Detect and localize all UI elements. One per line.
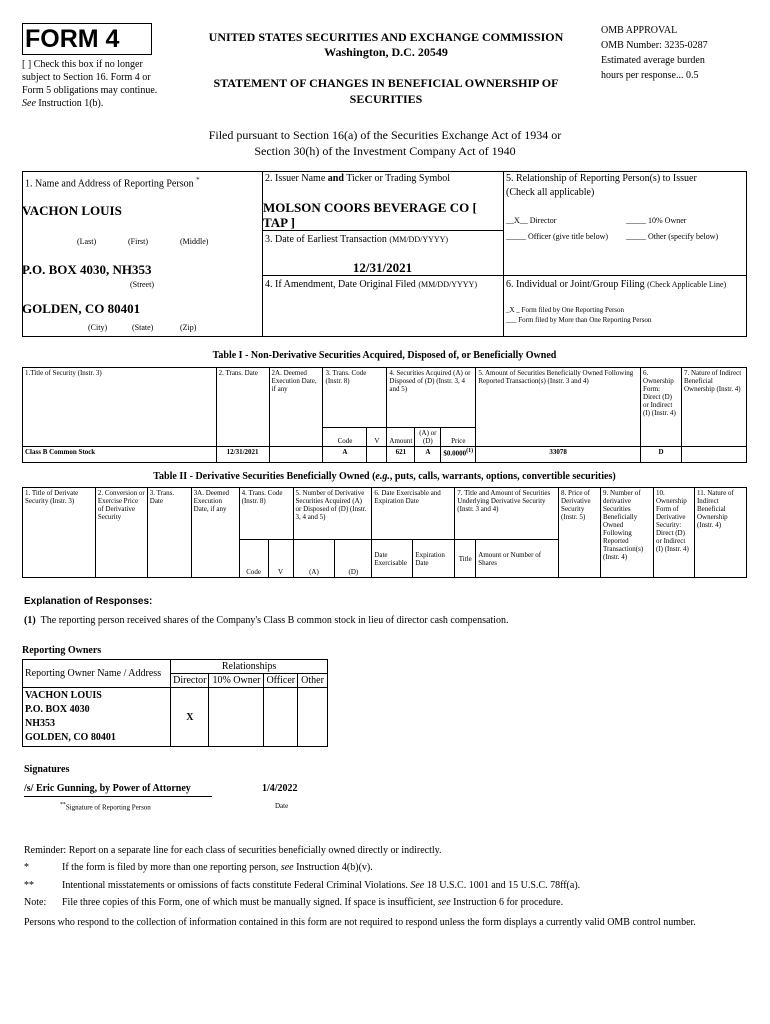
t2-h3: 3. Trans. Date: [147, 488, 191, 578]
t1-row-price: $0.0000: [443, 449, 467, 458]
box6-label-small: (Check Applicable Line): [647, 280, 727, 289]
city-value: GOLDEN, CO 80401: [22, 301, 141, 316]
state-label: (State): [132, 323, 154, 332]
t2-h4: 4. Trans. Code (Instr. 8): [239, 488, 293, 540]
street-value: P.O. BOX 4030, NH353: [22, 262, 152, 277]
check-box-text: [22, 58, 172, 110]
last-label: (Last): [77, 237, 97, 246]
filed-pursuant-2: Section 30(h) of the Investment Company Act of 1940: [254, 144, 516, 158]
t1-h2: 2. Trans. Date: [216, 368, 269, 447]
t1-row-date: 12/31/2021: [216, 447, 269, 463]
t2-sub-code: Code: [239, 540, 268, 578]
owners-col-ten: 10% Owner: [209, 674, 264, 688]
statement-title: STATEMENT OF CHANGES IN BENEFICIAL OWNERSHIP OF SECURITIES: [213, 76, 559, 106]
owners-relationships: Relationships: [171, 660, 328, 674]
box1-label-mark: *: [196, 176, 200, 184]
reporting-person-name: VACHON LOUIS: [22, 203, 122, 218]
omb-hours: hours per response... 0.5: [601, 70, 699, 81]
date-label: Date: [275, 802, 289, 810]
box6-label-text: 6. Individual or Joint/Group Filing: [506, 279, 645, 290]
box4-label-text: 4. If Amendment, Date Original Filed: [265, 279, 416, 290]
persons-notice: Persons who respond to the collection of information contained in this form are not required to respond unless the form displays a currently valid OMB control number.: [24, 917, 696, 928]
t1-sub-price: Price: [441, 428, 476, 447]
t2-sub-exp: Expiration Date: [413, 540, 455, 578]
t1-h6: 6. Ownership Form: Direct (D) or Indirect (I) (Instr. 4): [641, 368, 682, 447]
owners-col-other: Other: [298, 674, 328, 688]
table2-title-b: , puts, calls, warrants, options, convertible securities): [389, 471, 616, 482]
omb-burden: Estimated average burden: [601, 55, 705, 66]
form-title: FORM 4: [25, 25, 120, 53]
owners-address: [23, 688, 171, 747]
explanation-note: [24, 615, 508, 626]
t2-h5: 5. Number of Derivative Securities Acquired (A) or Disposed of (D) (Instr. 3, 4 and 5): [293, 488, 372, 540]
owners-officer-cell: [264, 688, 298, 747]
owners-table: [22, 659, 328, 747]
star2-text-a: Intentional misstatements or omissions of facts constitute Federal Criminal Violations.: [62, 880, 408, 891]
star1-text-a: If the form is filed by more than one reporting person,: [62, 862, 279, 873]
t1-sub-amount: Amount: [387, 428, 415, 447]
t1-sub-v: V: [367, 428, 387, 447]
t1-row-price-cell: [441, 447, 476, 463]
omb-approval: OMB APPROVAL: [601, 25, 678, 36]
t1-row-owned: 33078: [476, 447, 641, 463]
t2-sub-amount: Amount or Number of Shares: [476, 540, 559, 578]
t2-h3a: 3A. Deemed Execution Date, if any: [191, 488, 239, 578]
table2: [22, 487, 747, 578]
box3-label-text: 3. Date of Earliest Transaction: [265, 234, 387, 245]
table1-title: Table I - Non-Derivative Securities Acquired, Disposed of, or Beneficially Owned: [212, 350, 557, 361]
omb-number: OMB Number: 3235-0287: [601, 40, 708, 51]
table2-title-eg: e.g.: [375, 471, 390, 482]
issuer-name: MOLSON COORS BEVERAGE CO [ TAP ]: [263, 200, 477, 230]
owners-line1: VACHON LOUIS: [25, 690, 102, 701]
explanation-heading: Explanation of Responses:: [24, 596, 153, 607]
owners-director-mark: X: [171, 688, 209, 747]
t1-row-deemed: [269, 447, 323, 463]
note-text-b: Instruction 6 for procedure.: [453, 897, 564, 908]
t2-h9: 9. Number of derivative Securities Beneficially Owned Following Reported Transaction(s) (Instr. 4): [601, 488, 654, 578]
t2-h11: 11. Nature of Indirect Beneficial Ownership (Instr. 4): [694, 488, 746, 578]
box3-format: (MM/DD/YYYY): [389, 235, 449, 244]
signature-mark: **: [60, 802, 66, 808]
check-box-instr: Instruction 1(b).: [38, 98, 104, 109]
t2-h10: 10. Ownership Form of Derivative Security: Direct (D) or Indirect (I) (Instr. 4): [653, 488, 694, 578]
box2-label-b: Ticker or Trading Symbol: [346, 173, 451, 184]
rel-ten-pct[interactable]: _____ 10% Owner: [626, 216, 687, 225]
t1-row-code: A: [323, 447, 367, 463]
star2-see: See: [410, 880, 425, 891]
box6-label: [506, 279, 726, 290]
owners-line4: GOLDEN, CO 80401: [25, 732, 116, 743]
agency-name: UNITED STATES SECURITIES AND EXCHANGE COMMISSION: [208, 30, 564, 44]
t1-sub-code: Code: [323, 428, 367, 447]
star2-text: [62, 880, 580, 891]
t2-sub-date-ex: Date Exercisable: [372, 540, 413, 578]
middle-label: (Middle): [180, 237, 209, 246]
owners-col-officer: Officer: [264, 674, 298, 688]
t1-h4: 4. Securities Acquired (A) or Disposed of (D) (Instr. 3, 4 and 5): [387, 368, 476, 428]
note-text: [62, 897, 563, 908]
rel-officer[interactable]: _____ Officer (give title below): [506, 232, 609, 241]
form-title-box: [22, 23, 152, 55]
table-row: [23, 447, 747, 463]
reminder: Reminder: Report on a separate line for each class of securities beneficially owned directly or indirectly.: [24, 845, 442, 856]
owners-line3: NH353: [25, 718, 55, 729]
check-box-see: See: [22, 98, 36, 109]
star1: *: [24, 862, 29, 873]
street-label: (Street): [130, 280, 154, 289]
signature-label-text: Signature of Reporting Person: [65, 803, 151, 812]
star1-text-b: Instruction 4(b)(v).: [296, 862, 373, 873]
note-label: Note:: [24, 897, 47, 908]
t1-row-form: D: [641, 447, 682, 463]
filing-more[interactable]: ___ Form filed by More than One Reporting Person: [506, 316, 652, 324]
t2-sub-title: Title: [455, 540, 476, 578]
t2-h1: 1. Title of Derivate Security (Instr. 3): [23, 488, 96, 578]
t2-h8: 8. Price of Derivative Security (Instr. 5): [559, 488, 601, 578]
owners-col-director: Director: [171, 674, 209, 688]
explanation-note-text: The reporting person received shares of the Company's Class B common stock in lieu of director cash compensation.: [40, 615, 509, 626]
note-text-a: File three copies of this Form, one of which must be manually signed. If space is insufficient,: [62, 897, 436, 908]
owners-ten-cell: [209, 688, 264, 747]
earliest-transaction-date: 12/31/2021: [352, 260, 413, 275]
t1-sub-aord: (A) or (D): [415, 428, 441, 447]
explanation-note-num: (1): [24, 615, 36, 626]
table1: [22, 367, 747, 463]
box4-format: (MM/DD/YYYY): [418, 280, 477, 289]
t2-sub-d: (D): [335, 540, 372, 578]
t2-h7: 7. Title and Amount of Securities Underlying Derivative Security (Instr. 3 and 4): [455, 488, 559, 540]
star1-see: see: [280, 862, 294, 873]
filing-one[interactable]: _X _ Form filed by One Reporting Person: [506, 306, 625, 314]
box1-label-text: 1. Name and Address of Reporting Person: [25, 178, 194, 190]
owners-line2: P.O. BOX 4030: [25, 704, 90, 715]
owners-row: [23, 688, 328, 747]
table2-title-a: Table II - Derivative Securities Beneficially Owned (: [153, 471, 376, 482]
star2: **: [24, 880, 34, 891]
t2-sub-a: (A): [293, 540, 335, 578]
box3-label: [265, 234, 448, 245]
t1-row-nature: [682, 447, 747, 463]
box5-sublabel: (Check all applicable): [506, 187, 595, 198]
signature-date: 1/4/2022: [262, 783, 298, 794]
rel-other[interactable]: _____ Other (specify below): [626, 232, 719, 241]
table2-title: [22, 471, 747, 482]
star2-text-b: 18 U.S.C. 1001 and 15 U.S.C. 78ff(a).: [426, 880, 581, 891]
owners-other-cell: [298, 688, 328, 747]
check-box-label[interactable]: [ ] Check this box if no longer subject to Section 16. Form 4 or Form 5 obligations may continue.: [22, 59, 158, 96]
omb-block: [601, 23, 761, 83]
t1-row-v: [367, 447, 387, 463]
box2-label: [265, 173, 450, 184]
box4-label: [265, 279, 477, 290]
owners-heading: Reporting Owners: [22, 645, 102, 656]
filed-pursuant-1: Filed pursuant to Section 16(a) of the Securities Exchange Act of 1934 or: [208, 128, 562, 142]
box2-label-and: and: [327, 173, 344, 184]
t1-h7: 7. Nature of Indirect Beneficial Ownership (Instr. 4): [682, 368, 747, 447]
t1-h1: 1.Title of Security (Instr. 3): [23, 368, 217, 447]
first-label: (First): [128, 237, 148, 246]
star1-text: [62, 862, 373, 873]
signature-label: [60, 802, 151, 811]
zip-label: (Zip): [180, 323, 197, 332]
box1-label: [25, 176, 200, 189]
rel-director[interactable]: __X__ Director: [506, 216, 557, 225]
t1-row-title: Class B Common Stock: [23, 447, 217, 463]
t1-h3: 3. Trans. Code (Instr. 8): [323, 368, 387, 428]
t1-h2a: 2A. Deemed Execution Date, if any: [269, 368, 323, 447]
box5-label: 5. Relationship of Reporting Person(s) to Issuer: [506, 173, 697, 184]
divider-h-box3: [262, 230, 503, 231]
owners-col-name: Reporting Owner Name / Address: [23, 660, 171, 688]
t2-h2: 2. Conversion or Exercise Price of Derivative Security: [95, 488, 147, 578]
t1-h5: 5. Amount of Securities Beneficially Owned Following Reported Transaction(s) (Instr. 3 and 4): [476, 368, 641, 447]
signatures-heading: Signatures: [24, 764, 70, 775]
t2-h6: 6. Date Exercisable and Expiration Date: [372, 488, 455, 540]
t1-row-price-note[interactable]: (1): [466, 448, 474, 454]
divider-v2: [503, 171, 504, 337]
t2-sub-v: V: [268, 540, 293, 578]
city-label: (City): [88, 323, 108, 332]
box2-label-a: 2. Issuer Name: [265, 173, 326, 184]
t1-row-aord: A: [415, 447, 441, 463]
signer: /s/ Eric Gunning, by Power of Attorney: [24, 783, 212, 797]
t1-row-amount: 621: [387, 447, 415, 463]
note-see: see: [437, 897, 451, 908]
agency-city: Washington, D.C. 20549: [324, 45, 448, 59]
divider-v1: [262, 171, 263, 337]
